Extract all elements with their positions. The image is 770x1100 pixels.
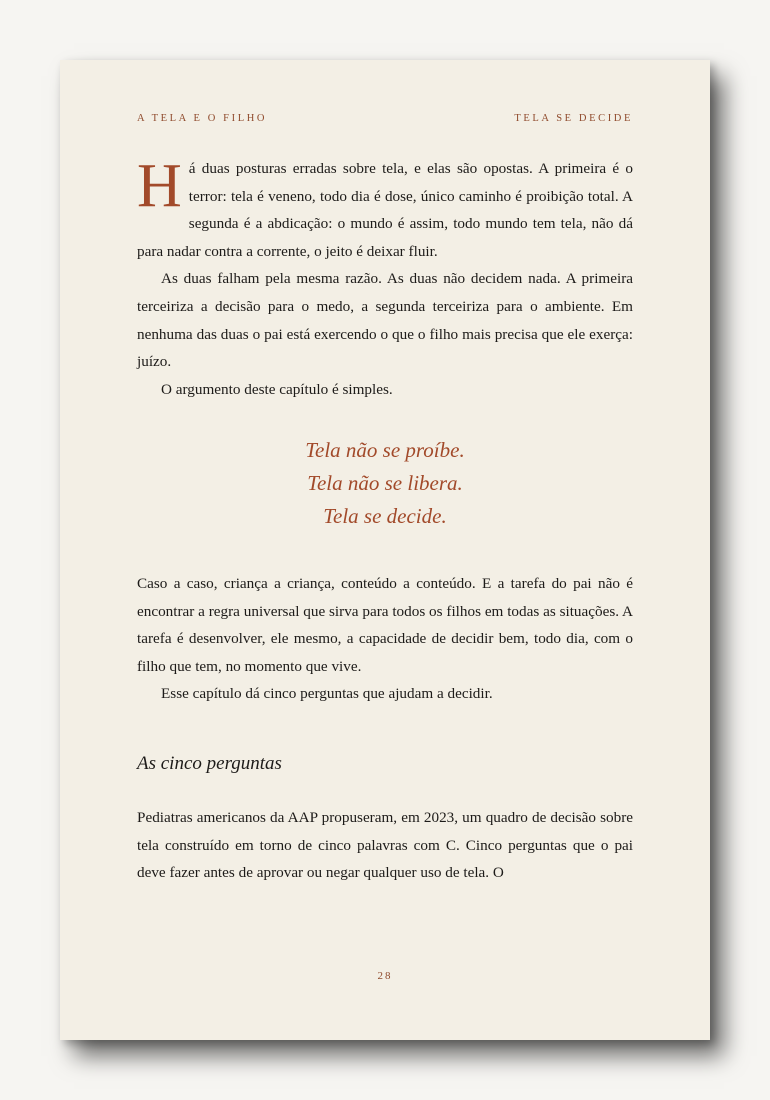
paragraph-five: Esse capítulo dá cinco perguntas que ajudam a decidir. [161, 685, 493, 703]
opening-paragraph-text: á duas posturas erradas sobre tela, e elas são opostas. A primeira é o terror: tela é veneno, todo dia é dose, único caminho é proibição total. A segunda é a abdicação: o mundo é assim, todo mundo tem tela, não dá para nadar contra a corrente, o jeito é deixar fluir. [137, 160, 633, 260]
paragraph-six: Pediatras americanos da AAP propuseram, em 2023, um quadro de decisão sobre tela construído em torno de cinco palavras com C. Cinco perguntas que o pai deve fazer antes de aprovar ou negar qualquer uso de tela. O [137, 809, 633, 882]
page-number: 28 [377, 970, 393, 982]
opening-paragraph [137, 152, 633, 265]
running-head [137, 113, 633, 127]
epigraph [137, 434, 633, 533]
section-heading: As cinco perguntas [137, 753, 282, 774]
epigraph-line: Tela se decide. [323, 504, 447, 528]
drop-cap: H [137, 152, 182, 220]
book-page [60, 60, 710, 1040]
epigraph-line: Tela não se proíbe. [305, 438, 465, 462]
paragraph-three: O argumento deste capítulo é simples. [161, 380, 393, 398]
section-text [137, 804, 633, 887]
paragraph-two: As duas falham pela mesma razão. As duas não decidem nada. A primeira terceiriza a decisão para o medo, a segunda terceiriza para o ambiente. Em nenhuma das duas o pai está exercendo o que o filho mais precisa que ele exerça: juízo. [137, 270, 633, 371]
paragraph-four: Caso a caso, criança a criança, conteúdo a conteúdo. E a tarefa do pai não é encontrar a regra universal que sirva para todos os filhos em todas as situações. A tarefa é desenvolver, ele mesmo, a capacidade de decidir bem, todo dia, com o filho que tem, no momento que vive. [137, 575, 633, 675]
opening-text [137, 152, 633, 403]
running-head-chapter-title: TELA SE DECIDE [514, 113, 633, 124]
epigraph-line: Tela não se libera. [307, 471, 463, 495]
running-head-book-title: A TELA E O FILHO [137, 113, 268, 124]
middle-text [137, 570, 633, 708]
